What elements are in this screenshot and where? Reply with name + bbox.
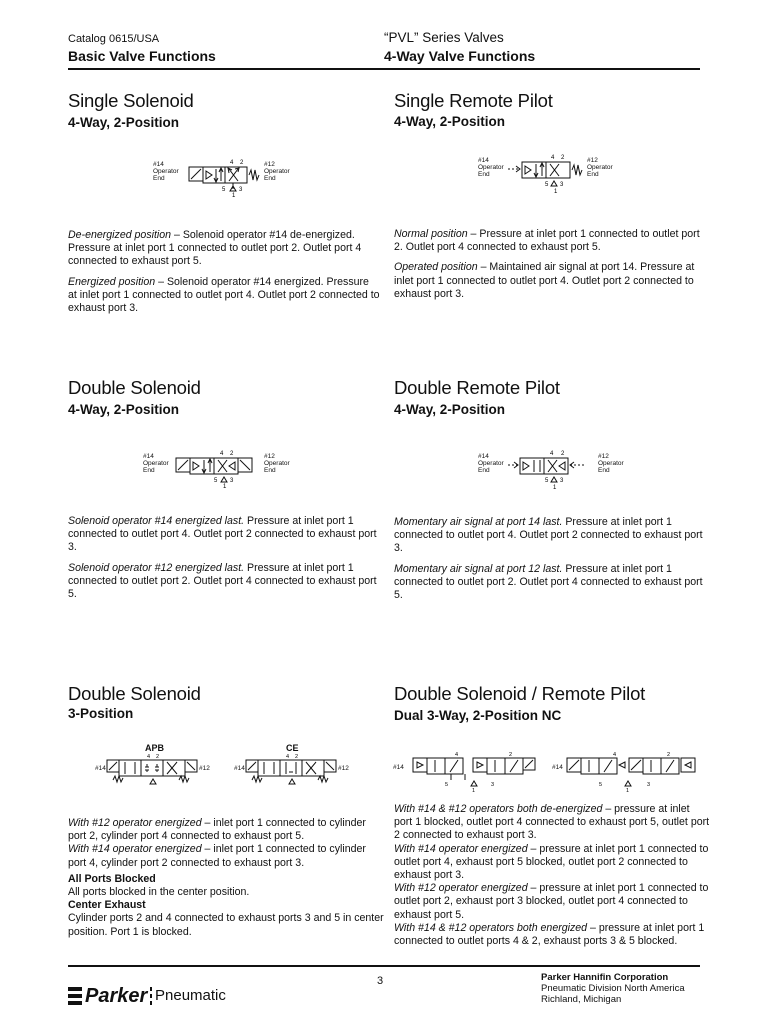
brand-word: Pneumatic [155, 987, 226, 1004]
svg-text:2: 2 [295, 754, 299, 760]
section-title: Double Remote Pilot [394, 377, 560, 398]
operator-14-label: #14 [234, 765, 245, 772]
logo-wordmark: Parker [82, 984, 150, 1008]
section-subtitle: 4-Way, 2-Position [394, 402, 506, 417]
header-right-title: 4-Way Valve Functions [384, 48, 536, 64]
double-solenoid-description: Solenoid operator #14 energized last. Pressure at inlet port 1 connected to outlet port 4. Outlet port 2 connected to exhaust port 3. Solenoid operator #12 energized last. Pressure at inlet port 1 connected to outlet port 2. Outlet port 4 connected to exhaust port 5. [68, 515, 377, 601]
svg-text:1: 1 [553, 485, 557, 490]
emphasis: With #14 operator energized [394, 842, 528, 855]
division-name: Pneumatic Division North America [541, 983, 685, 994]
apb-valve-symbol [105, 752, 200, 788]
svg-text:3: 3 [560, 182, 564, 188]
svg-text:2: 2 [561, 155, 565, 161]
svg-text:1: 1 [472, 788, 476, 792]
section-title: Double Solenoid / Remote Pilot [394, 683, 646, 704]
dual-3way-valve-symbol-1 [405, 750, 543, 792]
operator-12-label: #12 Operator End [264, 161, 290, 183]
svg-text:4: 4 [550, 451, 554, 457]
section-subtitle: 4-Way, 2-Position [68, 115, 180, 130]
company-info [541, 972, 685, 1005]
emphasis: Solenoid operator #12 energized last. [68, 561, 245, 574]
parker-logo [68, 984, 152, 1008]
single-remote-pilot-valve-symbol [506, 152, 588, 194]
emphasis: With #12 operator energized [394, 882, 528, 895]
operator-14-label: #14 [95, 765, 106, 772]
operator-12-label: #12 Operator End [598, 453, 624, 475]
operator-12-label: #12 Operator End [587, 157, 613, 179]
ce-heading: Center Exhaust [68, 899, 146, 912]
svg-text:4: 4 [220, 451, 224, 457]
catalog-number: Catalog 0615/USA [68, 33, 160, 45]
section-subtitle: 3-Position [68, 706, 134, 721]
emphasis: Solenoid operator #14 energized last. [68, 515, 245, 527]
svg-text:3: 3 [491, 782, 495, 788]
svg-text:2: 2 [509, 752, 513, 758]
operator-14-label: #14 Operator End [153, 161, 179, 183]
svg-text:1: 1 [626, 788, 630, 792]
series-name: “PVL” Series Valves [384, 30, 504, 45]
double-solenoid-3pos-description: With #12 operator energized – inlet port 1 connected to cylinder port 2, cylinder port 4 connected to exhaust port 5. With #14 operator energized – inlet port 1 connected to cylinder port 4, cylinder port 2 connected to exhaust port 3. All Ports Blocked All ports blocked in the center position. Center Exhaust Cylinder ports 2 and 4 connected to exhaust ports 3 and 5 in center position. Port 1 is blocked. [68, 817, 386, 939]
single-solenoid-valve-symbol [183, 157, 265, 197]
emphasis: Normal position [394, 228, 468, 240]
emphasis: De-energized position [68, 229, 172, 241]
dual-3way-valve-symbol-2 [563, 750, 703, 792]
emphasis: Momentary air signal at port 12 last. [394, 562, 563, 575]
emphasis: Momentary air signal at port 14 last. [394, 516, 563, 528]
section-title: Double Solenoid [68, 683, 201, 704]
svg-text:3: 3 [560, 478, 564, 484]
svg-text:4: 4 [230, 160, 234, 166]
svg-text:5: 5 [445, 782, 449, 788]
svg-text:5: 5 [545, 182, 549, 188]
svg-text:1: 1 [554, 189, 558, 194]
emphasis: Operated position [394, 261, 478, 274]
section-subtitle: Dual 3-Way, 2-Position NC [394, 708, 562, 723]
apb-text: All ports blocked in the center position. [68, 886, 250, 899]
svg-text:4: 4 [286, 754, 290, 760]
operator-12-label: #12 [199, 765, 210, 772]
svg-text:3: 3 [647, 782, 651, 788]
header-left-title: Basic Valve Functions [68, 48, 216, 64]
svg-text:5: 5 [599, 782, 603, 788]
emphasis: With #14 & #12 operators both energized [394, 921, 588, 934]
emphasis: With #12 operator energized [68, 817, 202, 829]
operator-14-label: #14 [393, 764, 404, 771]
svg-text:2: 2 [561, 451, 565, 457]
single-solenoid-description: De-energized position – Solenoid operator #14 de-energized. Pressure at inlet port 1 connected to outlet port 2. Outlet port 4 connected to exhaust port 5. Energized position – Solenoid operator #14 energized. Pressure at inlet port 1 connected to outlet port 4. Outlet port 2 connected to exhaust port 3. [68, 229, 380, 315]
svg-text:2: 2 [156, 754, 160, 760]
section-subtitle: 4-Way, 2-Position [394, 114, 506, 129]
company-name: Parker Hannifin Corporation [541, 972, 669, 983]
svg-text:4: 4 [147, 754, 151, 760]
operator-14-label: #14 Operator End [478, 157, 504, 179]
svg-text:5: 5 [214, 478, 218, 484]
double-remote-pilot-valve-symbol [506, 448, 598, 490]
svg-text:3: 3 [239, 187, 243, 193]
header-rule [68, 68, 700, 70]
svg-text:2: 2 [230, 451, 234, 457]
section-title: Single Remote Pilot [394, 90, 553, 111]
svg-text:3: 3 [230, 478, 234, 484]
operator-12-label: #12 Operator End [264, 453, 290, 475]
svg-text:4: 4 [613, 752, 617, 758]
single-remote-pilot-description: Normal position – Pressure at inlet port 1 connected to outlet port 2. Outlet port 4 connected to exhaust port 5. Operated position – Maintained air signal at port 14. Pressure at inlet port 1 connected to outlet port 4. Outlet port 2 connected to exhaust port 3. [394, 228, 700, 300]
svg-text:2: 2 [240, 160, 244, 166]
emphasis: Energized position [68, 275, 156, 288]
footer-rule [68, 965, 700, 967]
emphasis: With #14 operator energized [68, 843, 202, 856]
section-subtitle: 4-Way, 2-Position [68, 402, 180, 417]
apb-heading: All Ports Blocked [68, 872, 156, 885]
apb-diagram-label: APB [145, 743, 165, 753]
operator-14-label: #14 Operator End [478, 453, 504, 475]
svg-text:1: 1 [232, 193, 236, 197]
double-solenoid-valve-symbol [172, 448, 264, 488]
svg-text:4: 4 [551, 155, 555, 161]
operator-14-label: #14 Operator End [143, 453, 169, 475]
svg-text:5: 5 [545, 478, 549, 484]
svg-text:4: 4 [455, 752, 459, 758]
ce-diagram-label: CE [286, 743, 299, 753]
section-title: Single Solenoid [68, 90, 194, 111]
svg-text:2: 2 [667, 752, 671, 758]
svg-text:5: 5 [222, 187, 226, 193]
ce-valve-symbol [244, 752, 339, 788]
svg-text:1: 1 [223, 484, 227, 488]
page-number: 3 [377, 975, 384, 987]
double-solenoid-remote-pilot-description: With #14 & #12 operators both de-energized – pressure at inlet port 1 blocked, outlet port 4 connected to exhaust port 5, outlet port 2 connected to exhaust port 3. With #14 operator energized – pressure at inlet port 1 connected to outlet port 4, exhaust port 5 blocked, outlet port 2 connected to exhaust port 3. With #12 operator energized – pressure at inlet port 1 connected to outlet port 2, exhaust port 3 blocked, outlet port 4 connected to exhaust port 5. With #14 & #12 operators both energized – pressure at inlet port 1 connected to outlet ports 4 & 2, exhaust ports 3 & 5 blocked. [394, 803, 710, 948]
company-location: Richland, Michigan [541, 994, 622, 1005]
operator-12-label: #12 [338, 765, 349, 772]
double-remote-pilot-description: Momentary air signal at port 14 last. Pressure at inlet port 1 connected to outlet port 4. Outlet port 2 connected to exhaust port 3. Momentary air signal at port 12 last. Pressure at inlet port 1 connected to outlet port 2. Outlet port 4 connected to exhaust port 5. [394, 516, 703, 602]
operator-14-label: #14 [552, 764, 563, 771]
section-title: Double Solenoid [68, 377, 201, 398]
emphasis: With #14 & #12 operators both de-energized [394, 803, 603, 815]
ce-text: Cylinder ports 2 and 4 connected to exhaust ports 3 and 5 in center position. Port 1 is blocked. [68, 912, 384, 938]
